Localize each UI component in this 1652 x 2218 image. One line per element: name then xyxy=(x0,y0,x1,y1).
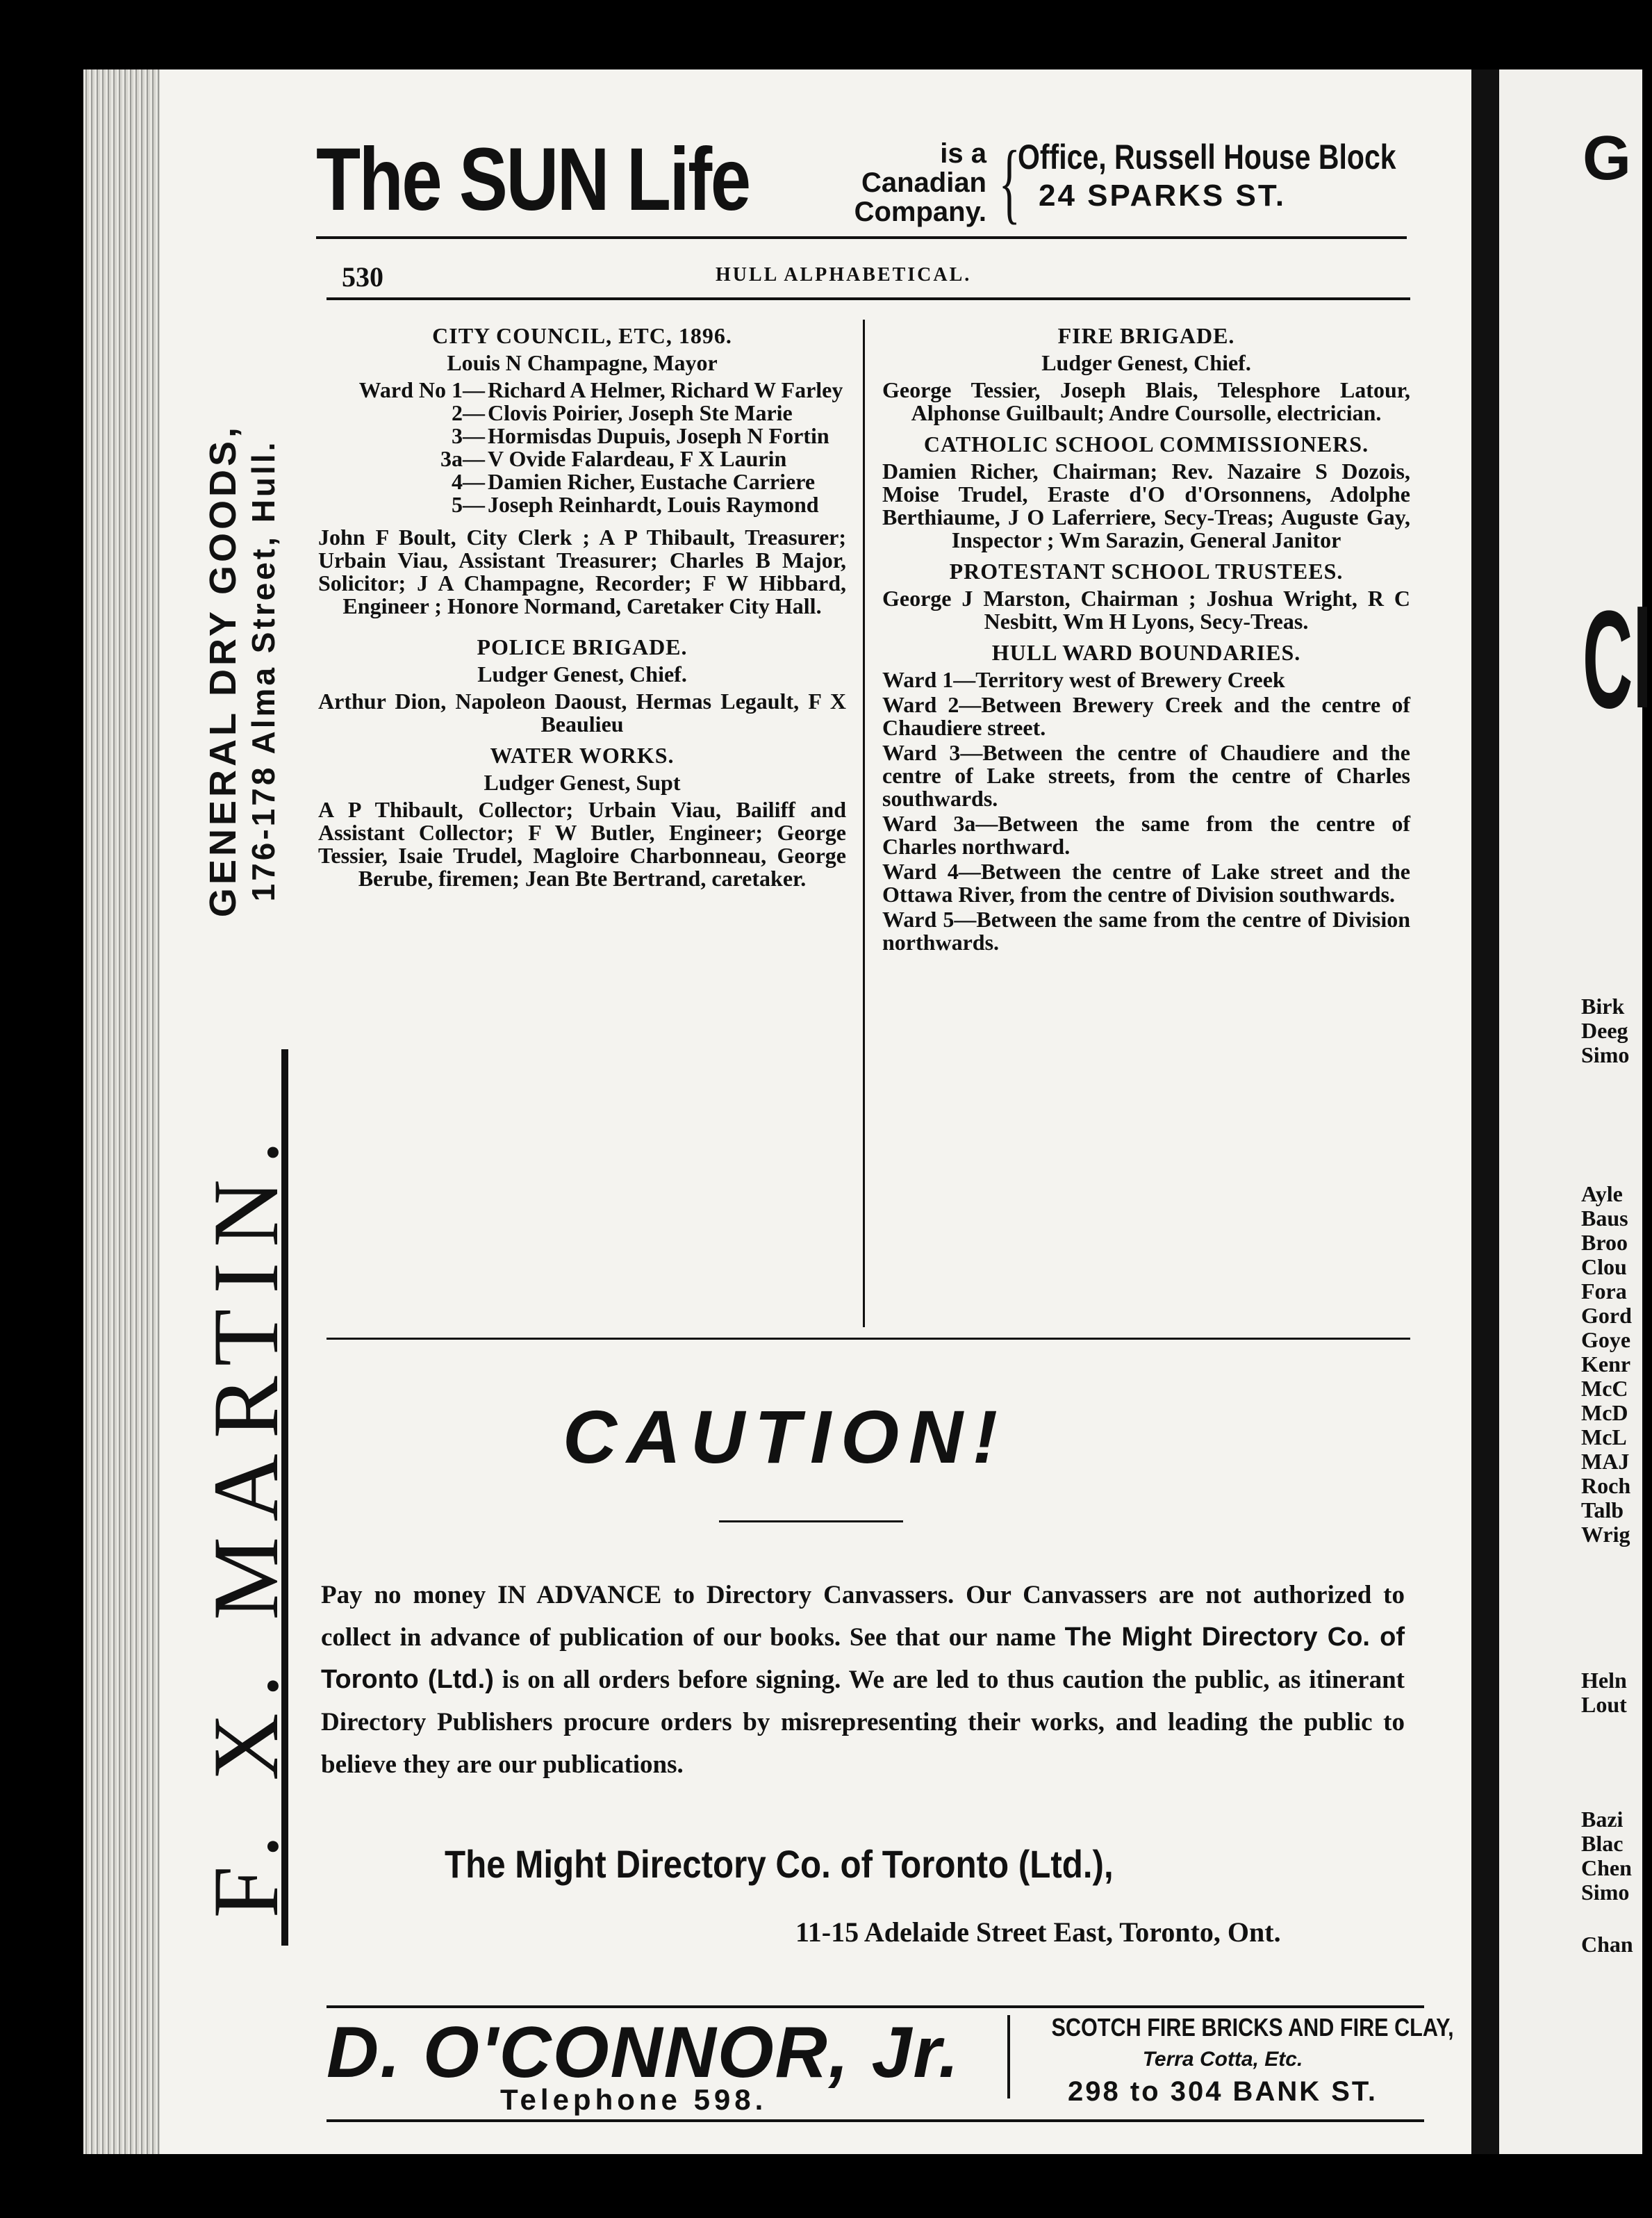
office-line-2: 24 SPARKS ST. xyxy=(1039,179,1287,213)
adjacent-line: Roch xyxy=(1581,1473,1631,1498)
ward-members: Richard A Helmer, Richard W Farley xyxy=(488,377,843,402)
ward-entry xyxy=(318,470,846,493)
products-line-2: Terra Cotta, Etc. xyxy=(1142,2048,1303,2071)
adjacent-line: Deeg xyxy=(1581,1018,1628,1043)
caution-underline xyxy=(719,1520,903,1522)
police-members: Arthur Dion, Napoleon Daoust, Hermas Legault, F X Beaulieu xyxy=(318,689,846,737)
products-line-1: SCOTCH FIRE BRICKS AND FIRE CLAY, xyxy=(1051,2013,1454,2042)
adjacent-line: Broo xyxy=(1581,1230,1628,1255)
adjacent-line: Chan xyxy=(1581,1932,1633,1957)
ward-number: 2— xyxy=(452,400,485,425)
water-members: A P Thibault, Collector; Urbain Viau, Bailiff and Assistant Collector; F W Butler, Engineer; George Tessier, Isaie Trudel, Magloire Charbonneau, George Berube, firemen; Jean Bte Bertrand, caretaker. xyxy=(318,797,846,891)
adjacent-line: Birk xyxy=(1581,994,1625,1019)
adjacent-line: Lout xyxy=(1581,1692,1627,1717)
adjacent-line: Bazi xyxy=(1581,1807,1624,1832)
adjacent-line: Heln xyxy=(1581,1668,1627,1693)
adjacent-line: Talb xyxy=(1581,1497,1624,1522)
side-ad-martin: F. X. MARTIN. xyxy=(195,1125,298,1919)
fire-members: George Tessier, Joseph Blais, Telesphore Latour, Alphonse Guilbault; Andre Coursolle, electrician. xyxy=(882,377,1410,425)
ward-entry xyxy=(318,447,846,470)
ward-entry xyxy=(318,493,846,516)
protestant-members: George J Marston, Chairman ; Joshua Wright, R C Nesbitt, Wm H Lyons, Secy-Treas. xyxy=(882,586,1410,634)
adjacent-line: Fora xyxy=(1581,1279,1627,1304)
ward-entry xyxy=(318,425,846,447)
ward-members: V Ovide Falardeau, F X Laurin xyxy=(488,446,787,471)
tagline-line: Company. xyxy=(854,197,986,227)
adjacent-line: MAJ xyxy=(1581,1449,1630,1474)
ward-entry xyxy=(318,379,846,402)
adjacent-line: Chen xyxy=(1581,1855,1632,1880)
protestant-heading: PROTESTANT SCHOOL TRUSTEES. xyxy=(949,559,1344,584)
page-number: 530 xyxy=(342,261,383,293)
ward-members: Joseph Reinhardt, Louis Raymond xyxy=(488,492,819,517)
section-rule xyxy=(327,1338,1410,1340)
side-ad-line-2: 176-178 Alma Street, Hull. xyxy=(245,439,281,902)
adjacent-line: McD xyxy=(1581,1400,1628,1425)
adjacent-line: Ayle xyxy=(1581,1181,1623,1206)
adjacent-header-fragment: G xyxy=(1583,124,1632,193)
header-rule xyxy=(316,236,1407,239)
adjacent-large-letters: Cl xyxy=(1583,582,1652,737)
page-edge-stack xyxy=(83,69,160,2154)
caution-paragraph xyxy=(321,1574,1405,1786)
tagline-line: Canadian xyxy=(861,167,986,198)
column-divider xyxy=(863,320,865,1327)
caution-company: The Might Directory Co. of Toronto (Ltd.) xyxy=(321,1623,1405,1694)
catholic-members: Damien Richer, Chairman; Rev. Nazaire S Dozois, Moise Trudel, Eraste d'O d'Orsonnens, Adolphe Berthiaume, J O Laferriere, Secy-Treas; Auguste Gay, Inspector ; Wm Sarazin, General Janitor xyxy=(882,459,1410,552)
adjacent-line: McL xyxy=(1581,1424,1627,1449)
ward-number: Ward No 1— xyxy=(358,377,485,402)
oconnor-products xyxy=(1021,2012,1454,2108)
adjacent-line: Gord xyxy=(1581,1303,1632,1328)
ward-number: 3a— xyxy=(440,446,485,471)
boundaries-heading: HULL WARD BOUNDARIES. xyxy=(991,640,1301,665)
office-line-1: Office, Russell House Block xyxy=(1018,138,1396,176)
police-heading: POLICE BRIGADE. xyxy=(477,634,688,659)
ward-members: Clovis Poirier, Joseph Ste Marie xyxy=(488,400,793,425)
side-ad-dry-goods xyxy=(201,278,282,1063)
council-heading: CITY COUNCIL, ETC, 1896. xyxy=(432,323,732,348)
ad-divider xyxy=(1007,2015,1010,2098)
left-column xyxy=(318,316,846,898)
oconnor-name: D. O'CONNOR, Jr. xyxy=(327,2012,960,2093)
adjacent-line: Simo xyxy=(1581,1880,1630,1905)
ward-number: 3— xyxy=(452,423,485,448)
office-address xyxy=(1018,138,1407,215)
boundary-entry: Ward 4—Between the centre of Lake street and the Ottawa River, from the centre of Division southwards. xyxy=(882,859,1410,907)
right-column xyxy=(882,316,1410,956)
boundary-entry: Ward 2—Between Brewery Creek and the centre of Chaudiere street. xyxy=(882,692,1410,740)
brace-glyph: { xyxy=(998,133,1021,233)
caution-text-2: is on all orders before signing. We are led to thus caution the public, as itinerant Directory Publishers procure orders by misrepresenting their works, and leading the public to believe they are our publications. xyxy=(321,1666,1405,1779)
adjacent-line: Blac xyxy=(1581,1831,1624,1856)
caution-text-1: Pay no money IN ADVANCE to Directory Canvassers. Our Canvassers are not authorized to collect in advance of publication of our books. See that our name xyxy=(321,1581,1405,1652)
water-heading: WATER WORKS. xyxy=(490,743,675,768)
ward-members: Damien Richer, Eustache Carriere xyxy=(488,469,816,494)
ward-entry xyxy=(318,402,846,425)
water-supt: Ludger Genest, Supt xyxy=(484,770,681,795)
sun-life-tagline xyxy=(813,139,986,227)
adjacent-line: Clou xyxy=(1581,1254,1627,1279)
ad-top-rule xyxy=(327,2005,1424,2008)
oconnor-telephone: Telephone 598. xyxy=(500,2083,768,2116)
catholic-heading: CATHOLIC SCHOOL COMMISSIONERS. xyxy=(923,432,1369,457)
adjacent-page xyxy=(1499,69,1652,2154)
boundary-entry: Ward 3a—Between the same from the centre of Charles northward. xyxy=(882,811,1410,859)
ward-number: 5— xyxy=(452,492,485,517)
tagline-line: is a xyxy=(940,138,986,169)
caution-address: 11-15 Adelaide Street East, Toronto, Ont. xyxy=(795,1916,1281,1948)
ward-number: 4— xyxy=(452,469,485,494)
police-chief: Ludger Genest, Chief. xyxy=(477,662,687,687)
ad-bottom-rule xyxy=(327,2119,1424,2122)
adjacent-line: Wrig xyxy=(1581,1522,1630,1547)
fire-chief: Ludger Genest, Chief. xyxy=(1041,350,1251,375)
running-head-rule xyxy=(327,297,1410,300)
side-ad-line-1: GENERAL DRY GOODS, xyxy=(202,423,244,918)
sun-life-title: The SUN Life xyxy=(316,130,750,229)
adjacent-line: Kenr xyxy=(1581,1352,1631,1377)
boundary-entry: Ward 5—Between the same from the centre of Division northwards. xyxy=(882,907,1410,955)
adjacent-line: McC xyxy=(1581,1376,1628,1401)
adjacent-line: Baus xyxy=(1581,1206,1628,1231)
council-officers: John F Boult, City Clerk ; A P Thibault, Treasurer; Urbain Viau, Assistant Treasurer; Charles B Major, Solicitor; J A Champagne, Recorder; F W Hibbard, Engineer ; Honore Normand, Caretaker City Hall. xyxy=(318,525,846,618)
ward-members: Hormisdas Dupuis, Joseph N Fortin xyxy=(488,423,829,448)
fire-heading: FIRE BRIGADE. xyxy=(1057,323,1235,348)
adjacent-line: Simo xyxy=(1581,1042,1630,1067)
boundary-entry: Ward 3—Between the centre of Chaudiere and the centre of Lake streets, from the centre of Charles southwards. xyxy=(882,740,1410,811)
mayor-line: Louis N Champagne, Mayor xyxy=(447,350,718,375)
running-head: HULL ALPHABETICAL. xyxy=(716,264,972,286)
caution-signature: The Might Directory Co. of Toronto (Ltd.), xyxy=(445,1842,1114,1886)
book-gutter xyxy=(1471,69,1499,2154)
products-line-3: 298 to 304 BANK ST. xyxy=(1067,2076,1378,2107)
boundary-entry: Ward 1—Territory west of Brewery Creek xyxy=(882,667,1285,692)
caution-title: CAUTION! xyxy=(563,1395,1007,1479)
adjacent-line: Goye xyxy=(1581,1327,1631,1352)
